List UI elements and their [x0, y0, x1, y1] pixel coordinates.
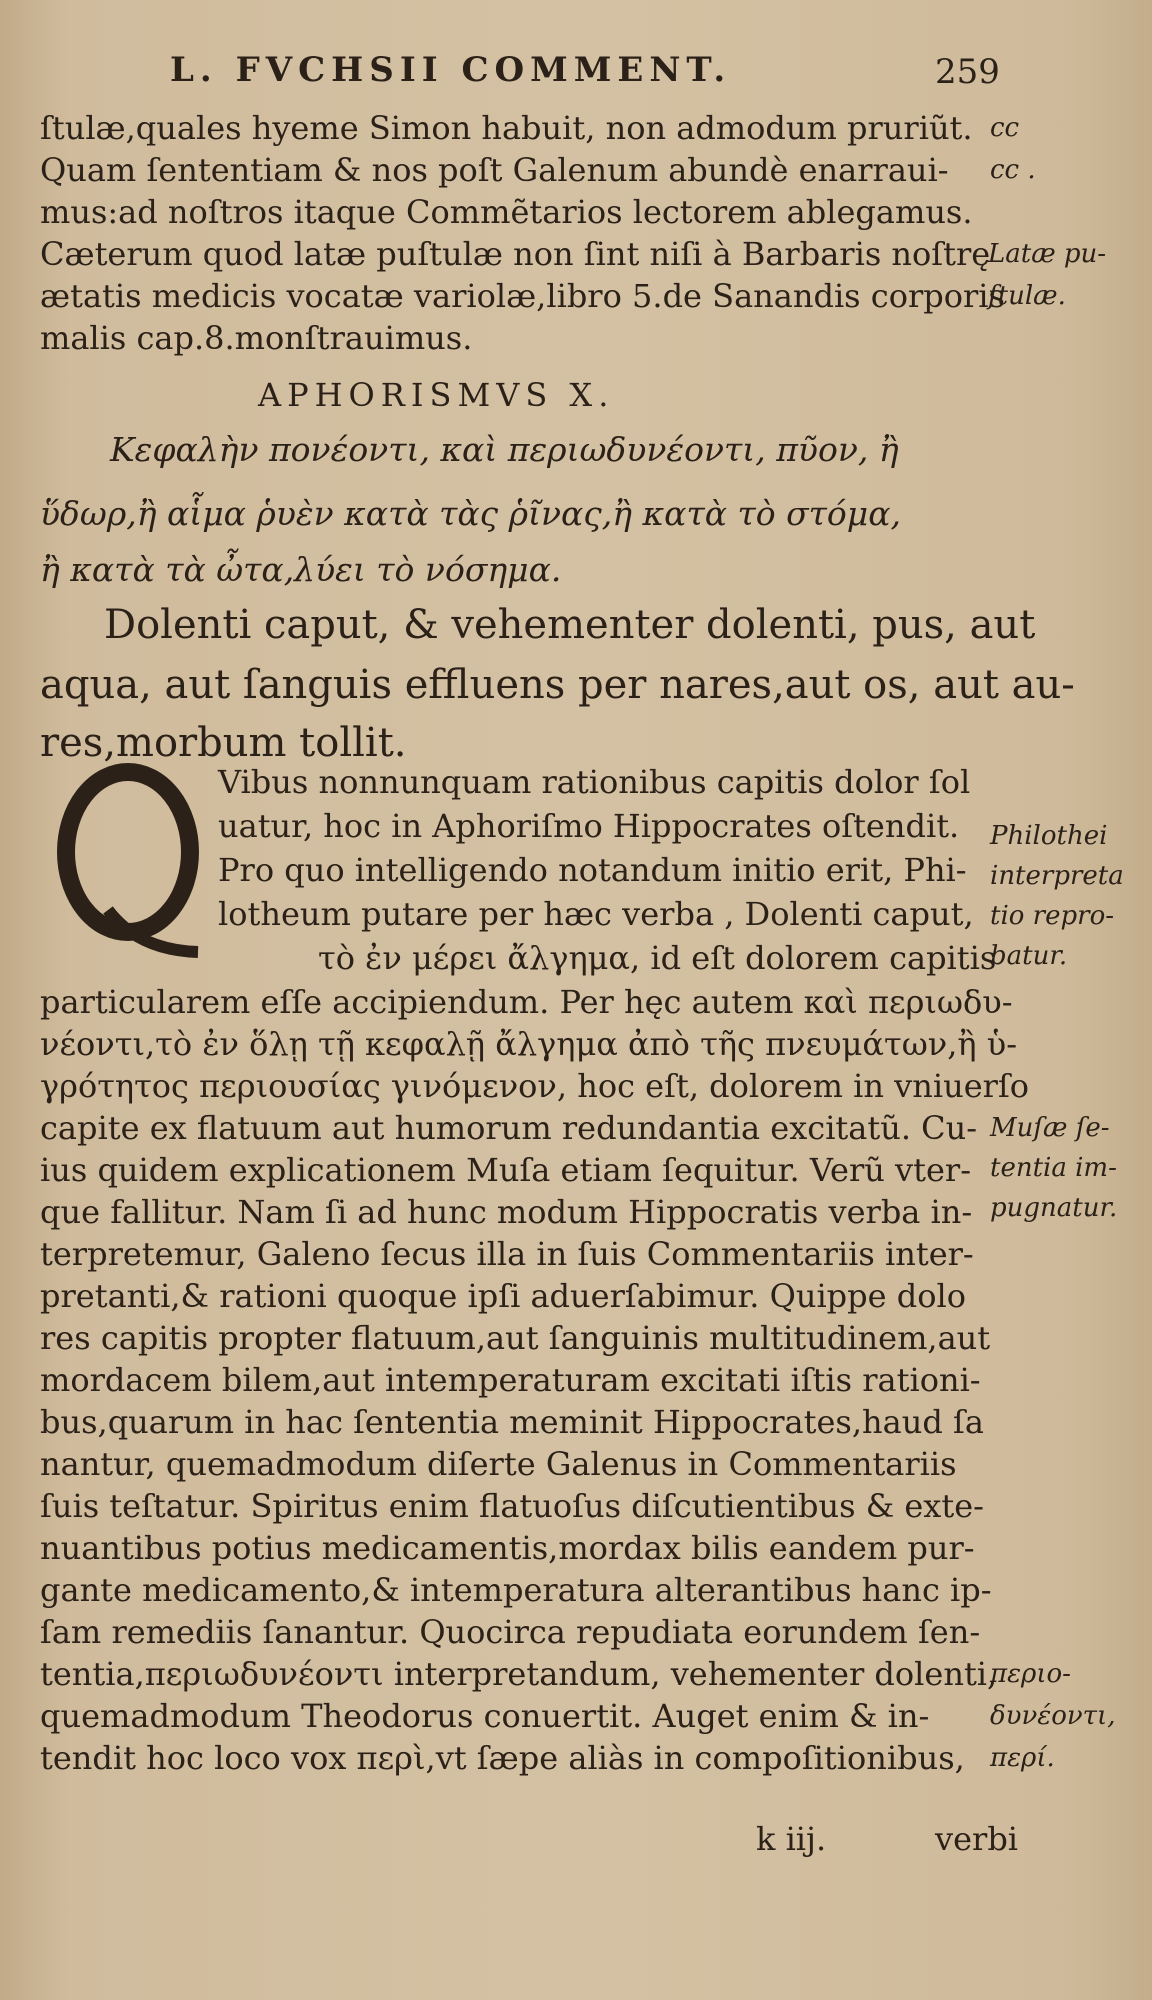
text-line: Pro quo intelligendo notandum initio erit, Phi- [218, 851, 967, 889]
text-line: γρότητος περιουσίας γινόμενον, hoc eſt, dolorem in vniuerſo [40, 1067, 1030, 1105]
margin-note: Latæ pu- [988, 239, 1107, 269]
text-line: bus,quarum in hac ſententia meminit Hippocrates,haud ſa [40, 1403, 984, 1441]
text-line: Vibus nonnunquam rationibus capitis dolor ſol [218, 763, 971, 801]
margin-note: περιο- [990, 1659, 1071, 1689]
text-line: que fallitur. Nam ſi ad hunc modum Hippocratis verba in- [40, 1193, 973, 1231]
text-line: terpretemur, Galeno ſecus illa in ſuis Commentariis inter- [40, 1235, 974, 1273]
greek-line: ὕδωρ,ἢ αἷμα ῥυὲν κατὰ τὰς ῥῖνας,ἢ κατὰ τὸ στόμα, [40, 494, 901, 533]
margin-note: ſtulæ. [988, 281, 1066, 311]
margin-note: interpreta [990, 861, 1124, 891]
margin-note: cc [990, 113, 1020, 143]
text-line: ſtulæ,quales hyeme Simon habuit, non admodum pruriũt. [40, 109, 973, 147]
signature-mark: k iij. [756, 1820, 827, 1858]
drop-cap-q [48, 760, 208, 960]
text-line: nuantibus potius medicamentis,mordax bilis eandem pur- [40, 1529, 975, 1567]
text-line: mus:ad noſtros itaque Commẽtarios lectorem ablegamus. [40, 193, 973, 231]
margin-note: δυνέοντι, [990, 1701, 1116, 1731]
page-number: 259 [935, 52, 1000, 92]
margin-note: cc . [990, 155, 1036, 185]
text-line: τὸ ἐν μέρει ἄλγημα, id eſt dolorem capitis [318, 939, 997, 977]
greek-line: ἢ κατὰ τὰ ὦτα,λύει τὸ νόσημα. [40, 550, 562, 589]
text-line: particularem eſſe accipiendum. Per hęc autem καὶ περιωδυ- [40, 983, 1013, 1021]
text-line: pretanti,& rationi quoque ipſi aduerſabimur. Quippe dolo [40, 1277, 966, 1315]
margin-note: Philothei [990, 821, 1108, 851]
text-line: mordacem bilem,aut intemperaturam excitati iſtis rationi- [40, 1361, 981, 1399]
aphorism-latin-line: aqua, aut ſanguis effluens per nares,aut os, aut au- [40, 662, 1075, 708]
text-line: ſuis teſtatur. Spiritus enim flatuoſus diſcutientibus & exte- [40, 1487, 984, 1525]
text-line: tendit hoc loco vox περὶ,vt ſæpe aliàs in compoſitionibus, [40, 1739, 965, 1777]
margin-note: batur. [990, 941, 1068, 971]
text-line: tentia,περιωδυνέοντι interpretandum, vehementer dolenti, [40, 1655, 998, 1693]
text-line: capite ex flatuum aut humorum redundantia excitatũ. Cu- [40, 1109, 978, 1147]
margin-note: tio repro- [990, 901, 1115, 931]
text-line: lotheum putare per hæc verba , Dolenti caput, [218, 895, 974, 933]
text-line: gante medicamento,& intemperatura alterantibus hanc ip- [40, 1571, 992, 1609]
catchword: verbi [935, 1820, 1019, 1858]
aphorism-latin-line: Dolenti caput, & vehementer dolenti, pus, aut [104, 602, 1036, 648]
text-line: nantur, quemadmodum diſerte Galenus in Commentariis [40, 1445, 957, 1483]
text-line: uatur, hoc in Aphoriſmo Hippocrates oſtendit. [218, 807, 960, 845]
aphorism-heading: APHORISMVS X. [258, 376, 615, 414]
text-line: ius quidem explicationem Muſa etiam ſequitur. Verũ vter- [40, 1151, 972, 1189]
text-line: νέοντι,τὸ ἐν ὅλῃ τῇ κεφαλῇ ἄλγημα ἀπὸ τῆς πνευμάτων,ἢ ὑ- [40, 1025, 1018, 1063]
text-line: Quam ſententiam & nos poſt Galenum abundè enarraui- [40, 151, 949, 189]
margin-note: tentia im- [990, 1153, 1117, 1183]
margin-note: Muſæ ſe- [990, 1113, 1110, 1143]
text-line: malis cap.8.monſtrauimus. [40, 319, 473, 357]
text-line: res capitis propter flatuum,aut ſanguinis multitudinem,aut [40, 1319, 991, 1357]
drop-cap-letter: Q [128, 880, 129, 881]
text-line: ſam remediis ſanantur. Quocirca repudiata eorundem ſen- [40, 1613, 981, 1651]
running-header: L. FVCHSII COMMENT. [170, 50, 732, 90]
text-line: ætatis medicis vocatæ variolæ,libro 5.de Sanandis corporis [40, 277, 1005, 315]
text-line: quemadmodum Theodorus conuertit. Auget enim & in- [40, 1697, 930, 1735]
text-line: Cæterum quod latæ puſtulæ non ſint niſi à Barbaris noſtrę [40, 235, 991, 273]
aphorism-latin-line: res,morbum tollit. [40, 720, 407, 766]
margin-note: περί. [990, 1743, 1055, 1773]
margin-note: pugnatur. [990, 1193, 1118, 1223]
greek-line: Κεφαλὴν πονέοντι, καὶ περιωδυνέοντι, πῦον, ἢ [110, 430, 899, 469]
